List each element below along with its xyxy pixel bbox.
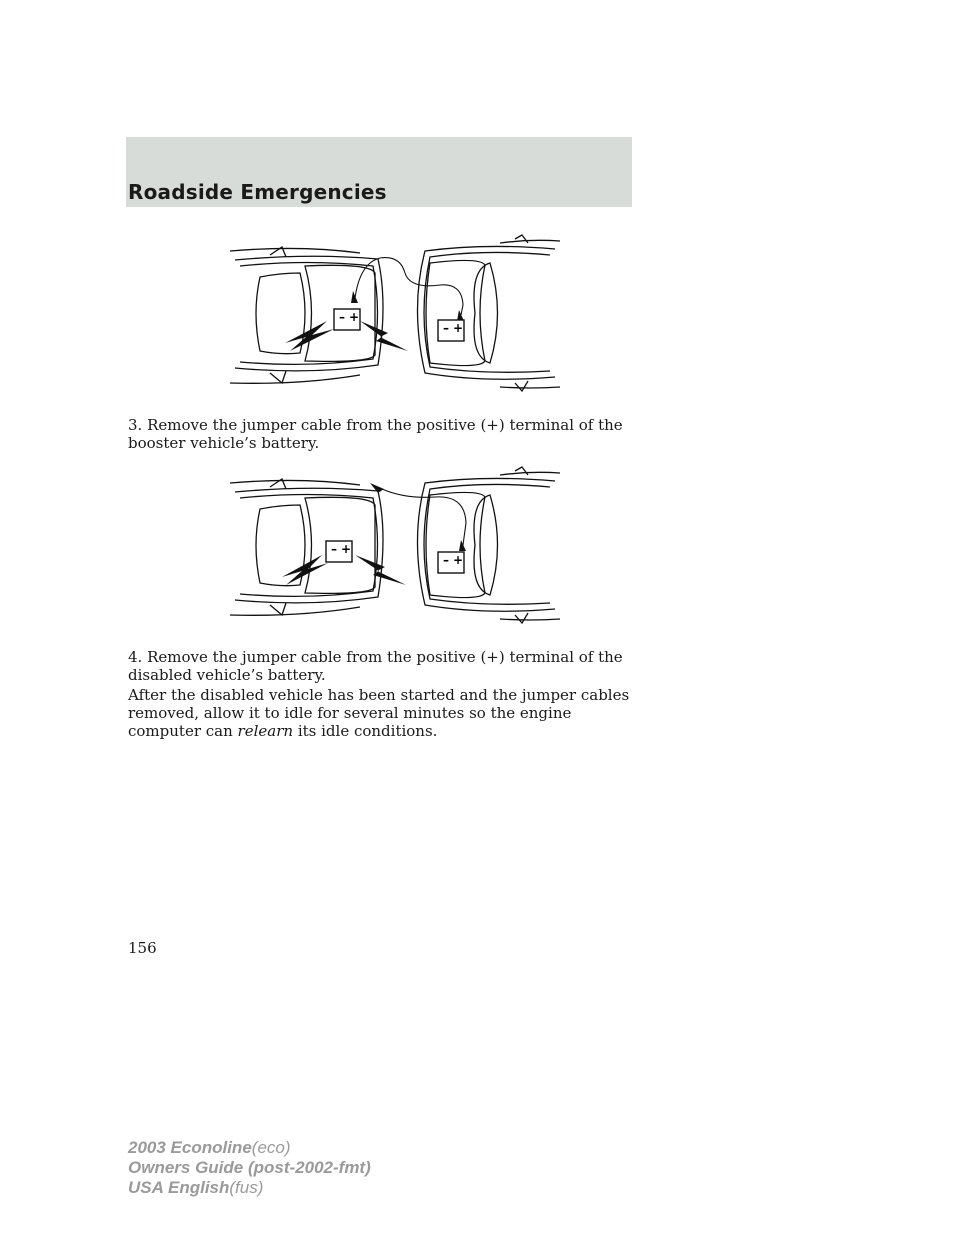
idle-relearn-note [128, 686, 638, 740]
step-4-text: 4. Remove the jumper cable from the positive (+) terminal of the disabled vehicle’s battery. [128, 648, 623, 684]
document-footer [128, 1138, 371, 1198]
note-text-after: its idle conditions. [297, 722, 438, 740]
footer-line-2: Owners Guide (post-2002-fmt) [128, 1158, 371, 1177]
note-emphasis: relearn [237, 722, 294, 740]
lightning-bolt-icon [285, 321, 334, 351]
lightning-bolt-icon [360, 321, 408, 351]
footer-model-code: (eco) [251, 1138, 291, 1157]
footer-language-code: (fus) [229, 1178, 264, 1197]
jump-start-illustration-2 [230, 465, 560, 625]
step-3-text: 3. Remove the jumper cable from the positive (+) terminal of the booster vehicle’s battery. [128, 416, 623, 452]
note-text-before: After the disabled vehicle has been started and the jumper cables removed, allow it to idle for several minutes so the engine computer can [128, 686, 630, 740]
lightning-bolt-icon [282, 555, 328, 585]
footer-line-1 [128, 1138, 371, 1158]
vehicles-diagram-2 [230, 465, 560, 625]
battery-plus-label: + [453, 553, 464, 567]
footer-language: USA English [128, 1178, 230, 1197]
footer-model: 2003 Econoline [128, 1138, 252, 1157]
battery-plus-label: + [453, 321, 464, 335]
battery-minus-label: – [331, 542, 337, 556]
page-number: 156 [128, 939, 157, 957]
battery-plus-label: + [349, 310, 360, 324]
battery-minus-label: – [339, 310, 345, 324]
jump-start-illustration-1 [230, 233, 560, 393]
battery-minus-label: – [443, 321, 449, 335]
footer-line-3 [128, 1178, 371, 1198]
section-title: Roadside Emergencies [128, 180, 387, 204]
battery-minus-label: – [443, 553, 449, 567]
battery-plus-label: + [341, 542, 352, 556]
vehicles-diagram-1 [230, 233, 560, 393]
